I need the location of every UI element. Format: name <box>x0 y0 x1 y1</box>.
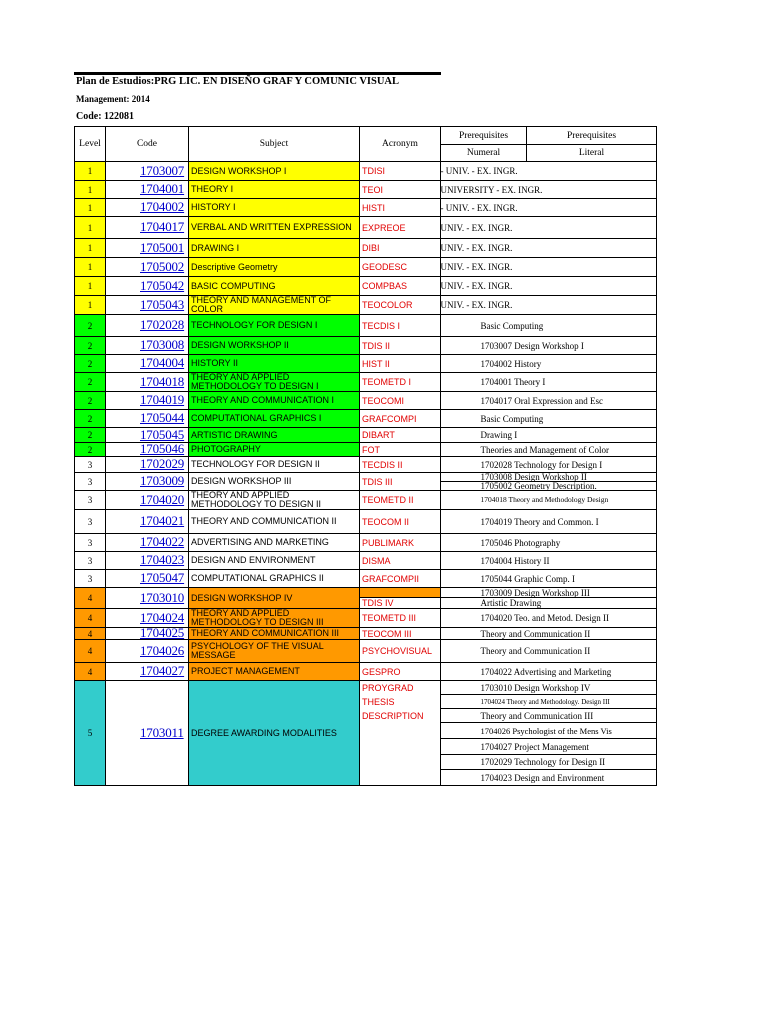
course-code-link[interactable]: 1703010 <box>140 589 185 605</box>
subject-cell: ADVERTISING AND MARKETING <box>189 534 360 552</box>
prerequisite-text: UNIV. - EX. INGR. <box>440 262 513 272</box>
subject-cell: DESIGN WORKSHOP II <box>189 337 360 355</box>
level-cell: 4 <box>75 588 106 609</box>
table-row <box>75 663 657 681</box>
acronym-cell: PSYCHOVISUAL <box>360 640 441 663</box>
prerequisite-text: 1702029 Technology for Design II <box>480 757 606 767</box>
code-cell <box>106 640 189 663</box>
code-cell <box>106 337 189 355</box>
acronym-cell: COMPBAS <box>360 277 441 296</box>
prerequisite-text: UNIV. - EX. INGR. <box>440 281 513 291</box>
literal-cell <box>480 392 657 410</box>
literal-cell <box>440 217 657 239</box>
literal-cell <box>480 510 657 534</box>
subject-cell: THEORY AND MANAGEMENT OF COLOR <box>189 296 360 315</box>
course-code-link[interactable]: 1703011 <box>140 724 184 740</box>
course-code-link[interactable]: 1705002 <box>140 258 185 274</box>
code-cell <box>106 681 189 786</box>
subject-cell: PROJECT MANAGEMENT <box>189 663 360 681</box>
level-cell: 2 <box>75 355 106 373</box>
course-code-link[interactable]: 1704017 <box>140 219 185 234</box>
table-row <box>75 258 657 277</box>
level-cell: 4 <box>75 609 106 628</box>
level-cell: 1 <box>75 239 106 258</box>
subject-cell: THEORY AND APPLIED METHODOLOGY TO DESIGN II <box>189 491 360 510</box>
acronym-cell: TEOCOMI <box>360 392 441 410</box>
acronym-cell: TECDIS II <box>360 457 441 473</box>
code-cell <box>106 588 189 609</box>
col-acronym: Acronym <box>360 127 441 162</box>
course-code-link[interactable]: 1703007 <box>140 162 185 178</box>
subject-cell: PSYCHOLOGY OF THE VISUAL MESSAGE <box>189 640 360 663</box>
table-row <box>75 443 657 457</box>
level-cell: 1 <box>75 296 106 315</box>
subject-cell: THEORY AND COMMUNICATION II <box>189 510 360 534</box>
acronym-cell: TEOCOM II <box>360 510 441 534</box>
prerequisite-text: 1704022 Advertising and Marketing <box>480 666 612 677</box>
table-row <box>75 337 657 355</box>
level-cell: 3 <box>75 552 106 570</box>
prerequisite-text: 1704020 Teo. and Metod. Design II <box>480 613 609 623</box>
literal-cell <box>480 723 657 739</box>
acronym-cell: TEOCOM III <box>360 628 441 640</box>
code-cell <box>106 663 189 681</box>
col-prereq-numeral-top: Prerequisites <box>441 127 527 145</box>
literal-cell <box>480 587 657 598</box>
top-rule <box>74 72 441 75</box>
table-row <box>75 373 657 392</box>
subject-cell: ARTISTIC DRAWING <box>189 428 360 443</box>
course-code-link[interactable]: 1704026 <box>140 642 185 658</box>
literal-cell <box>440 181 657 199</box>
literal-cell <box>480 428 657 443</box>
table-body <box>75 162 657 786</box>
literal-cell <box>480 373 657 392</box>
prerequisite-text: - UNIV. - EX. INGR. <box>440 202 518 213</box>
subject-cell: DRAWING I <box>189 239 360 258</box>
literal-cell <box>480 695 657 709</box>
prerequisite-text: - UNIV. - EX. INGR. <box>440 166 518 176</box>
level-cell: 1 <box>75 277 106 296</box>
code-cell <box>106 510 189 534</box>
code-cell <box>106 625 189 640</box>
course-code-link[interactable]: 1704001 <box>140 181 185 196</box>
prerequisite-text: 1703009 Design Workshop III <box>480 587 590 598</box>
subject-cell: COMPUTATIONAL GRAPHICS I <box>189 410 360 428</box>
level-cell: 2 <box>75 337 106 355</box>
acronym-cell: FOT <box>360 443 441 457</box>
table-row <box>75 239 657 258</box>
prerequisite-text: 1704024 Theory and Methodology. Design III <box>480 697 610 706</box>
acronym-cell: DIBART <box>360 428 441 443</box>
table-row <box>75 217 657 239</box>
code-cell <box>106 491 189 510</box>
literal-cell <box>480 355 657 373</box>
code-cell <box>106 373 189 392</box>
prerequisite-text: 1703007 Design Workshop I <box>480 340 584 351</box>
subject-cell: THEORY AND APPLIED METHODOLOGY TO DESIGN III <box>189 609 360 628</box>
literal-cell <box>480 337 657 355</box>
table-row <box>75 510 657 534</box>
acronym-cell: TEOCOLOR <box>360 296 441 315</box>
subject-cell: HISTORY II <box>189 355 360 373</box>
acronym-cell-empty <box>360 588 441 598</box>
prerequisite-text: 1704026 Psychologist of the Mens Vis <box>480 725 612 736</box>
col-numeral: Numeral <box>441 145 527 162</box>
literal-cell <box>480 315 657 337</box>
course-code-link[interactable]: 1704020 <box>140 491 185 507</box>
literal-cell <box>480 709 657 723</box>
col-level: Level <box>75 127 106 162</box>
literal-cell <box>480 481 657 491</box>
prerequisite-text: 1704001 Theory I <box>480 377 546 387</box>
literal-cell <box>480 457 657 473</box>
code-cell <box>106 217 189 239</box>
level-cell: 3 <box>75 534 106 552</box>
subject-cell: DESIGN WORKSHOP I <box>189 162 360 181</box>
literal-cell <box>480 410 657 428</box>
literal-cell <box>480 628 657 640</box>
table-row <box>75 491 657 510</box>
literal-cell <box>480 570 657 588</box>
prerequisite-text: Artistic Drawing <box>480 598 542 608</box>
prerequisite-text: UNIV. - EX. INGR. <box>440 222 513 233</box>
literal-cell <box>480 609 657 628</box>
acronym-item: PROYGRAD <box>362 683 414 693</box>
prerequisite-text: 1705046 Photography <box>480 537 561 548</box>
curriculum-table <box>74 126 657 786</box>
course-code-link[interactable]: 1704027 <box>140 663 185 678</box>
table-row <box>75 162 657 181</box>
course-code-link[interactable]: 1704018 <box>140 373 185 389</box>
code-label: Code: 122081 <box>76 111 135 122</box>
literal-cell <box>480 534 657 552</box>
code-cell <box>106 181 189 199</box>
plan-title: Plan de Estudios:PRG LIC. EN DISEÑO GRAF Y COMUNIC VISUAL <box>76 76 400 87</box>
course-code-link[interactable]: 1705044 <box>140 410 185 425</box>
acronym-cell: TDIS IV <box>360 598 441 609</box>
prerequisite-text: Theory and Communication II <box>480 628 591 639</box>
level-cell: 3 <box>75 570 106 588</box>
course-code-link[interactable]: 1704024 <box>140 609 185 625</box>
course-code-link[interactable]: 1704004 <box>140 355 185 370</box>
literal-cell <box>480 552 657 570</box>
prerequisite-text: UNIV. - EX. INGR. <box>440 300 513 310</box>
table-row <box>75 628 657 640</box>
code-cell <box>106 315 189 337</box>
literal-cell <box>440 239 657 258</box>
acronym-cell: DIBI <box>360 239 441 258</box>
acronym-cell: DISMA <box>360 552 441 570</box>
code-cell <box>106 457 189 473</box>
course-code-link[interactable]: 1702028 <box>140 317 185 332</box>
course-code-link[interactable]: 1702029 <box>140 456 185 471</box>
prerequisite-text: 1704004 History II <box>480 555 550 566</box>
prerequisite-text: 1702028 Technology for Design I <box>480 459 603 470</box>
level-cell: 2 <box>75 392 106 410</box>
subject-cell: THEORY I <box>189 181 360 199</box>
subject-cell: PHOTOGRAPHY <box>189 443 360 457</box>
literal-cell <box>440 162 657 181</box>
subject-cell: DESIGN WORKSHOP IV <box>189 588 360 609</box>
subject-cell: TECHNOLOGY FOR DESIGN II <box>189 457 360 473</box>
prerequisite-text: 1704018 Theory and Methodology Design <box>480 495 609 504</box>
code-cell <box>106 473 189 491</box>
prerequisite-text: Basic Computing <box>480 413 544 424</box>
prerequisite-text: 1704017 Oral Expression and Esc <box>480 395 603 406</box>
level-cell: 2 <box>75 410 106 428</box>
acronym-cell: TDIS III <box>360 473 441 491</box>
code-cell <box>106 410 189 428</box>
prerequisite-text: 1704027 Project Management <box>480 741 589 752</box>
course-code-link[interactable]: 1705046 <box>140 441 185 456</box>
prerequisite-text: 1704019 Theory and Common. I <box>480 516 599 527</box>
course-code-link[interactable]: 1705042 <box>140 277 185 293</box>
subject-cell: TECHNOLOGY FOR DESIGN I <box>189 315 360 337</box>
level-cell: 2 <box>75 428 106 443</box>
literal-cell <box>440 199 657 217</box>
literal-cell <box>440 277 657 296</box>
literal-cell <box>440 258 657 277</box>
table-row <box>75 355 657 373</box>
table-row <box>75 588 657 598</box>
level-cell: 2 <box>75 443 106 457</box>
acronym-cell: TEOMETD I <box>360 373 441 392</box>
prerequisite-text: 1703008 Design Workshop II <box>480 472 587 482</box>
code-cell <box>106 534 189 552</box>
level-cell: 4 <box>75 628 106 640</box>
level-cell: 3 <box>75 491 106 510</box>
prerequisite-text: 1705044 Graphic Comp. I <box>480 573 575 584</box>
literal-cell <box>480 443 657 457</box>
prerequisite-text: Theory and Communication III <box>480 710 594 721</box>
level-cell: 4 <box>75 640 106 663</box>
table-row <box>75 392 657 410</box>
acronym-cell: GESPRO <box>360 663 441 681</box>
table-row <box>75 199 657 217</box>
prerequisite-text: Basic Computing <box>480 320 544 331</box>
code-cell <box>106 355 189 373</box>
subject-cell: COMPUTATIONAL GRAPHICS II <box>189 570 360 588</box>
course-code-link[interactable]: 1704023 <box>140 552 185 567</box>
level-cell: 1 <box>75 217 106 239</box>
subject-cell: HISTORY I <box>189 199 360 217</box>
level-cell: 2 <box>75 315 106 337</box>
course-code-link[interactable]: 1704021 <box>140 513 185 528</box>
code-cell <box>106 162 189 181</box>
subject-cell: THEORY AND COMMUNICATION I <box>189 392 360 410</box>
literal-cell <box>480 491 657 510</box>
table-row <box>75 552 657 570</box>
literal-cell <box>480 598 657 609</box>
acronym-cell: EXPREOE <box>360 217 441 239</box>
subject-cell: BASIC COMPUTING <box>189 277 360 296</box>
course-code-link[interactable]: 1704002 <box>140 199 185 214</box>
literal-cell <box>480 681 657 695</box>
prerequisite-text: Drawing I <box>480 430 518 440</box>
literal-cell <box>440 296 657 315</box>
course-code-link[interactable]: 1704025 <box>140 625 185 640</box>
prerequisite-text: 1704023 Design and Environment <box>480 772 605 783</box>
subject-cell: THEORY AND APPLIED METHODOLOGY TO DESIGN I <box>189 373 360 392</box>
acronym-cell: HISTI <box>360 199 441 217</box>
level-cell: 2 <box>75 373 106 392</box>
course-code-link[interactable]: 1705001 <box>140 239 185 255</box>
table-row <box>75 570 657 588</box>
acronym-cell: TECDIS I <box>360 315 441 337</box>
prerequisite-text: Theory and Communication II <box>480 646 591 656</box>
prerequisite-text: UNIVERSITY - EX. INGR. <box>440 184 543 195</box>
acronym-cell: GEODESC <box>360 258 441 277</box>
prerequisite-text: UNIV. - EX. INGR. <box>440 243 513 253</box>
table-row <box>75 681 657 695</box>
code-cell <box>106 296 189 315</box>
table-row <box>75 315 657 337</box>
code-cell <box>106 239 189 258</box>
acronym-cell <box>360 681 441 786</box>
code-cell <box>106 552 189 570</box>
subject-cell: VERBAL AND WRITTEN EXPRESSION <box>189 217 360 239</box>
table-row <box>75 296 657 315</box>
acronym-cell: TDIS II <box>360 337 441 355</box>
course-code-link[interactable]: 1705047 <box>140 570 185 585</box>
col-prereq-literal-top: Prerequisites <box>527 127 657 145</box>
table-row <box>75 457 657 473</box>
course-code-link[interactable]: 1704022 <box>140 534 185 549</box>
level-cell: 1 <box>75 199 106 217</box>
table-row <box>75 277 657 296</box>
col-subject: Subject <box>189 127 360 162</box>
literal-cell <box>480 770 657 786</box>
subject-cell: THEORY AND COMMUNICATION III <box>189 628 360 640</box>
level-cell: 1 <box>75 162 106 181</box>
literal-cell <box>480 663 657 681</box>
level-cell: 5 <box>75 681 106 786</box>
subject-cell: DESIGN AND ENVIRONMENT <box>189 552 360 570</box>
prerequisite-text: Theories and Management of Color <box>480 444 609 455</box>
literal-cell <box>480 739 657 755</box>
literal-cell <box>480 755 657 770</box>
literal-cell <box>480 640 657 663</box>
code-cell <box>106 258 189 277</box>
acronym-item: THESIS <box>362 697 395 707</box>
level-cell: 1 <box>75 258 106 277</box>
level-cell: 3 <box>75 473 106 491</box>
acronym-cell: TDISI <box>360 162 441 181</box>
course-code-link[interactable]: 1705043 <box>140 296 185 312</box>
level-cell: 3 <box>75 457 106 473</box>
prerequisite-text: 1703010 Design Workshop IV <box>480 682 591 693</box>
table-row <box>75 640 657 663</box>
management-label: Management: 2014 <box>76 94 150 104</box>
col-code: Code <box>106 127 189 162</box>
col-literal: Literal <box>527 145 657 162</box>
subject-cell: DEGREE AWARDING MODALITIES <box>189 681 360 786</box>
acronym-cell: GRAFCOMPII <box>360 570 441 588</box>
code-cell <box>106 570 189 588</box>
acronym-cell: TEOI <box>360 181 441 199</box>
code-cell <box>106 392 189 410</box>
table-row <box>75 181 657 199</box>
table-row <box>75 410 657 428</box>
code-cell <box>106 199 189 217</box>
prerequisite-text: 1705002 Geometry Description. <box>480 481 597 491</box>
acronym-cell: GRAFCOMPI <box>360 410 441 428</box>
course-code-link[interactable]: 1703009 <box>140 473 185 488</box>
acronym-cell: TEOMETD II <box>360 491 441 510</box>
course-code-link[interactable]: 1705045 <box>140 426 185 442</box>
subject-cell: DESIGN WORKSHOP III <box>189 473 360 491</box>
level-cell: 1 <box>75 181 106 199</box>
course-code-link[interactable]: 1704019 <box>140 392 185 407</box>
code-cell <box>106 443 189 457</box>
acronym-cell: TEOMETD III <box>360 609 441 628</box>
acronym-cell: HIST II <box>360 355 441 373</box>
acronym-cell: PUBLIMARK <box>360 534 441 552</box>
course-code-link[interactable]: 1703008 <box>140 337 185 352</box>
acronym-item: DESCRIPTION <box>362 711 424 721</box>
code-cell <box>106 277 189 296</box>
prerequisite-text: 1704002 History <box>480 358 542 369</box>
table-row <box>75 534 657 552</box>
level-cell: 4 <box>75 663 106 681</box>
level-cell: 3 <box>75 510 106 534</box>
subject-cell: Descriptive Geometry <box>189 258 360 277</box>
